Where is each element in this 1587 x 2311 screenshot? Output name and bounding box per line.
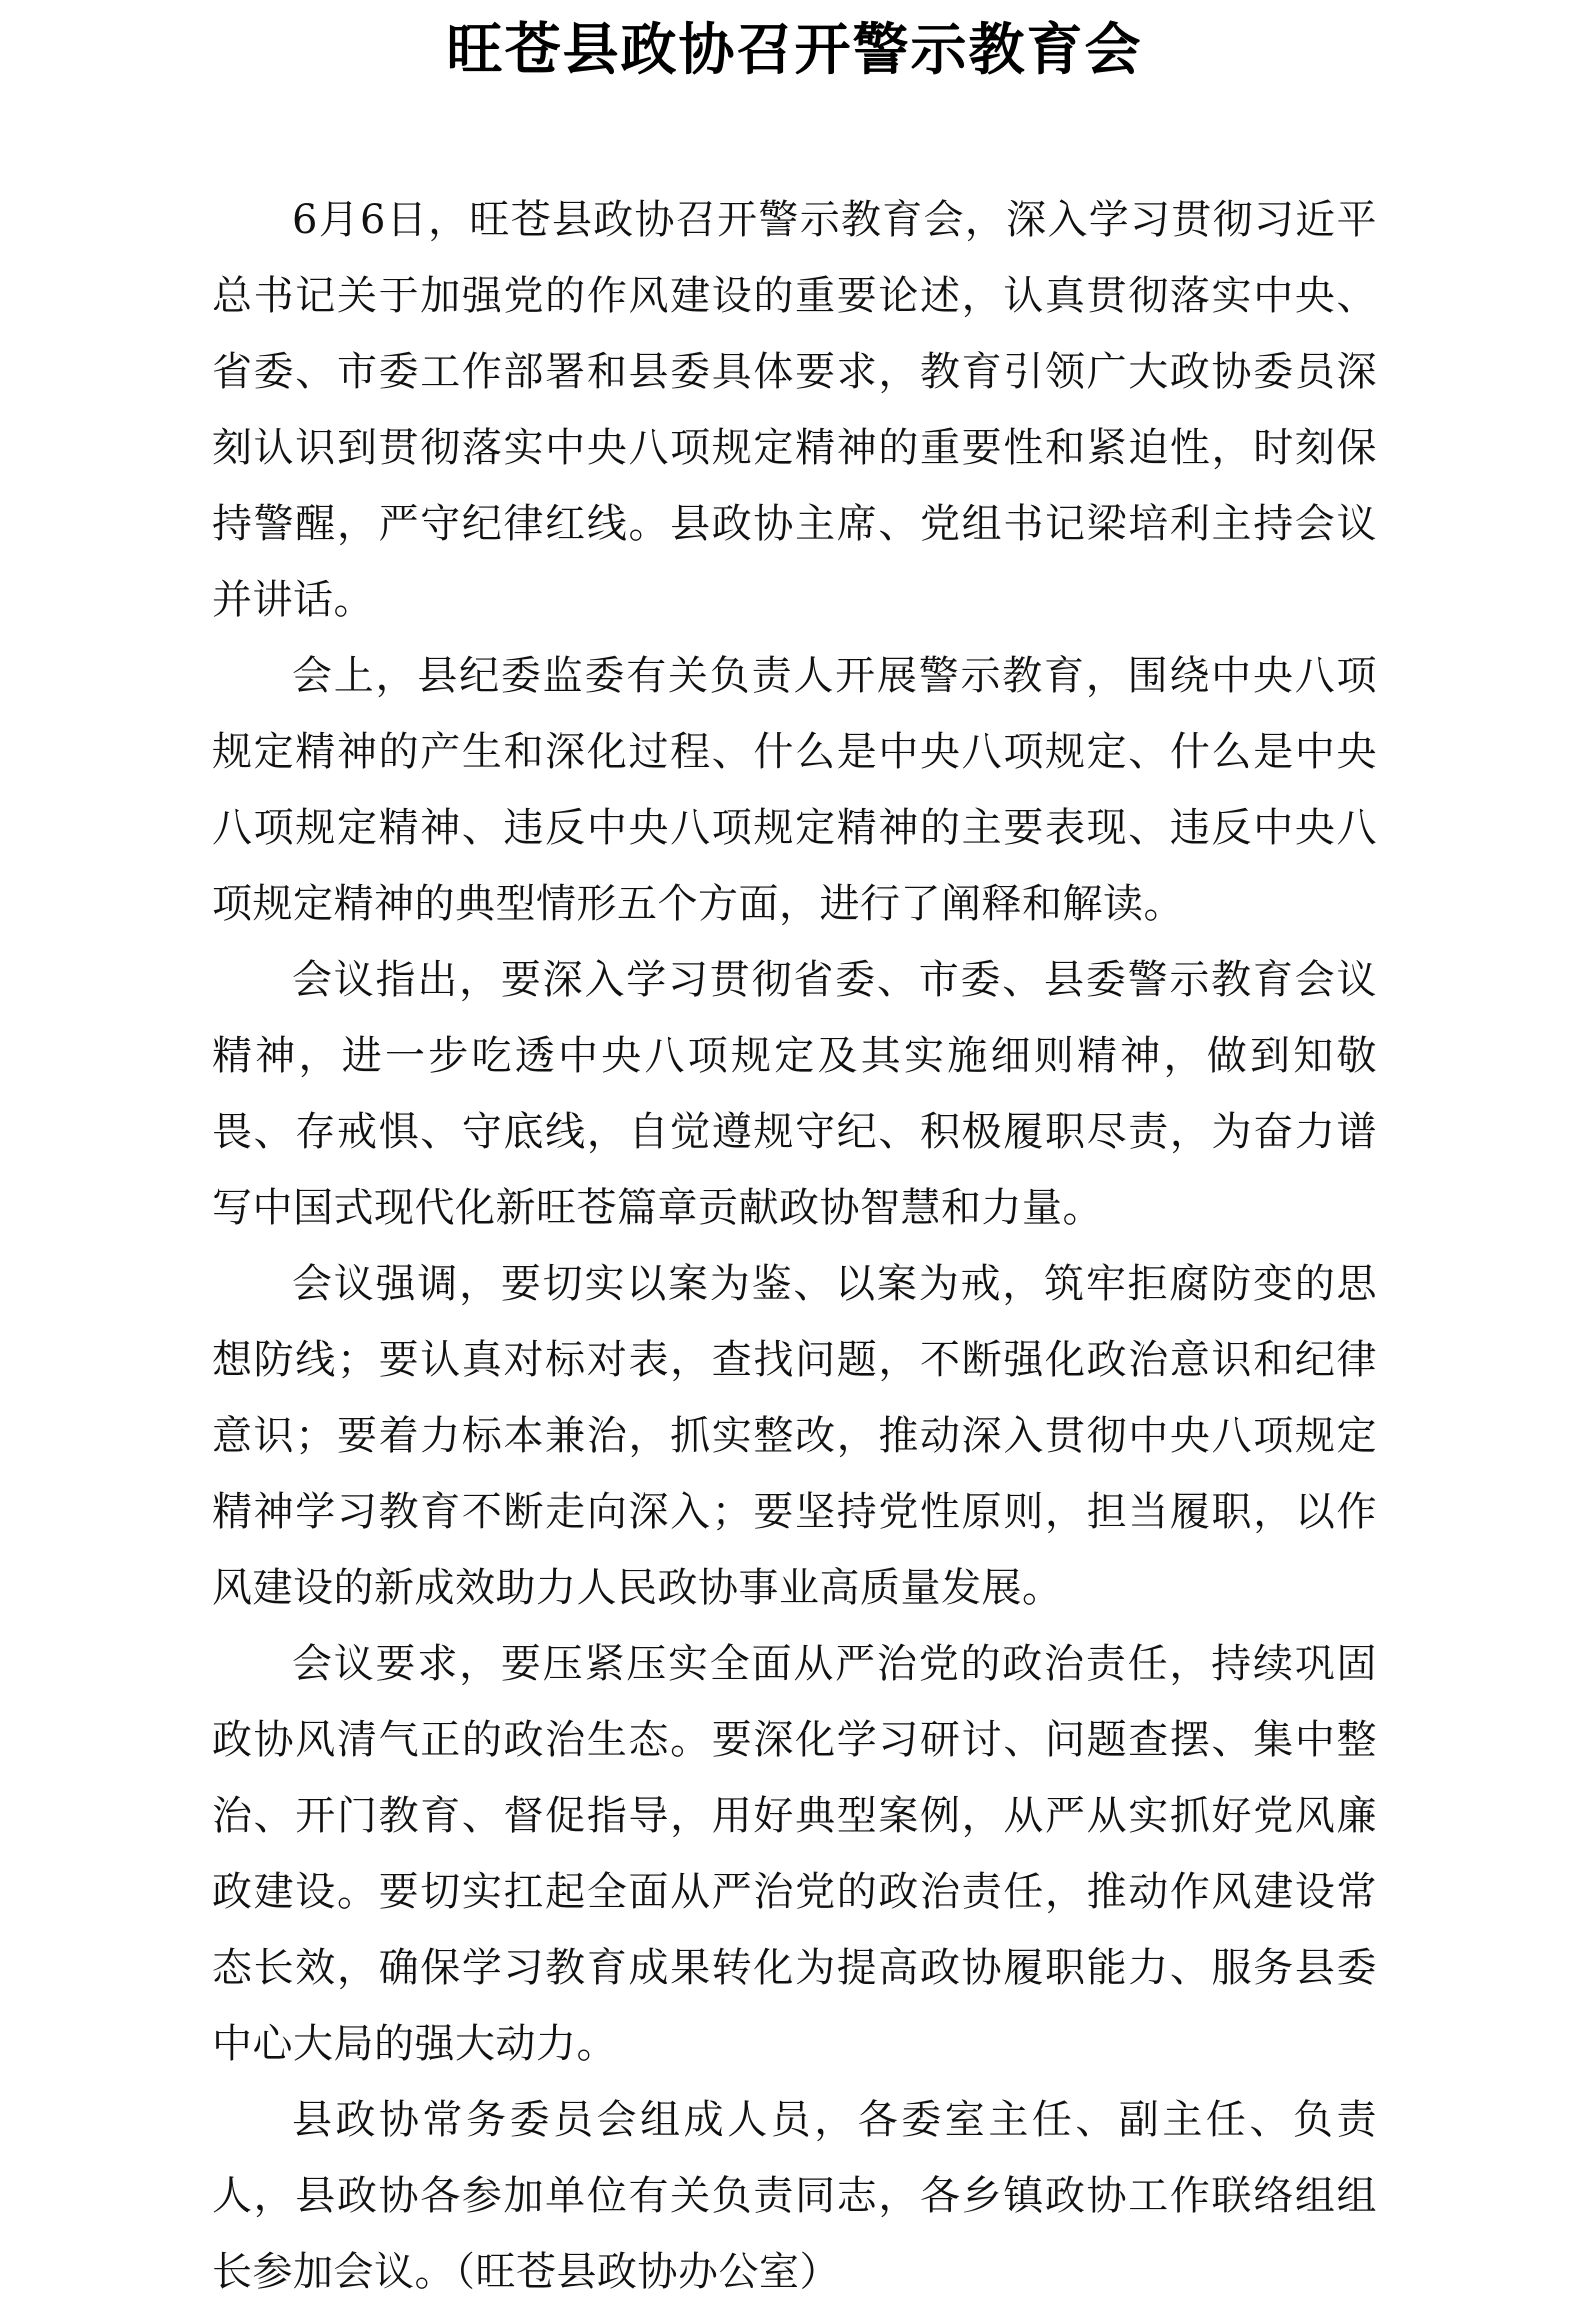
paragraph-meeting-emphasis: 会议强调，要切实以案为鉴、以案为戒，筑牢拒腐防变的思想防线；要认真对标对表，查找问题，不断强化政治意识和纪律意识；要着力标本兼治，抓实整改，推动深入贯彻中央八项规定精神学习教育不断走向深入；要坚持党性原则，担当履职，以作风建设的新成效助力人民政协事业高质量发展。 — [212, 1261, 1377, 1611]
paragraph-attendees: 县政协常务委员会组成人员，各委室主任、副主任、负责人，县政协各参加单位有关负责同志，各乡镇政协工作联络组组长参加会议。（旺苍县政协办公室） — [212, 2097, 1377, 2295]
article-body — [212, 182, 1377, 2310]
paragraph-opening: 6月6日，旺苍县政协召开警示教育会，深入学习贯彻习近平总书记关于加强党的作风建设的重要论述，认真贯彻落实中央、省委、市委工作部署和县委具体要求，教育引领广大政协委员深刻认识到贯彻落实中央八项规定精神的重要性和紧迫性，时刻保持警醒，严守纪律红线。县政协主席、党组书记梁培利主持会议并讲话。 — [212, 197, 1377, 623]
article-title: 旺苍县政协召开警示教育会 — [446, 17, 1143, 83]
paragraph-meeting-points: 会议指出，要深入学习贯彻省委、市委、县委警示教育会议精神，进一步吃透中央八项规定及其实施细则精神，做到知敬畏、存戒惧、守底线，自觉遵规守纪、积极履职尽责，为奋力谱写中国式现代化新旺苍篇章贡献政协智慧和力量。 — [212, 957, 1377, 1231]
paragraph-warning-education: 会上，县纪委监委有关负责人开展警示教育，围绕中央八项规定精神的产生和深化过程、什么是中央八项规定、什么是中央八项规定精神、违反中央八项规定精神的主要表现、违反中央八项规定精神的典型情形五个方面，进行了阐释和解读。 — [212, 653, 1377, 927]
paragraph-meeting-requirements: 会议要求，要压紧压实全面从严治党的政治责任，持续巩固政协风清气正的政治生态。要深化学习研讨、问题查摆、集中整治、开门教育、督促指导，用好典型案例，从严从实抓好党风廉政建设。要切实扛起全面从严治党的政治责任，推动作风建设常态长效，确保学习教育成果转化为提高政协履职能力、服务县委中心大局的强大动力。 — [212, 1641, 1377, 2067]
